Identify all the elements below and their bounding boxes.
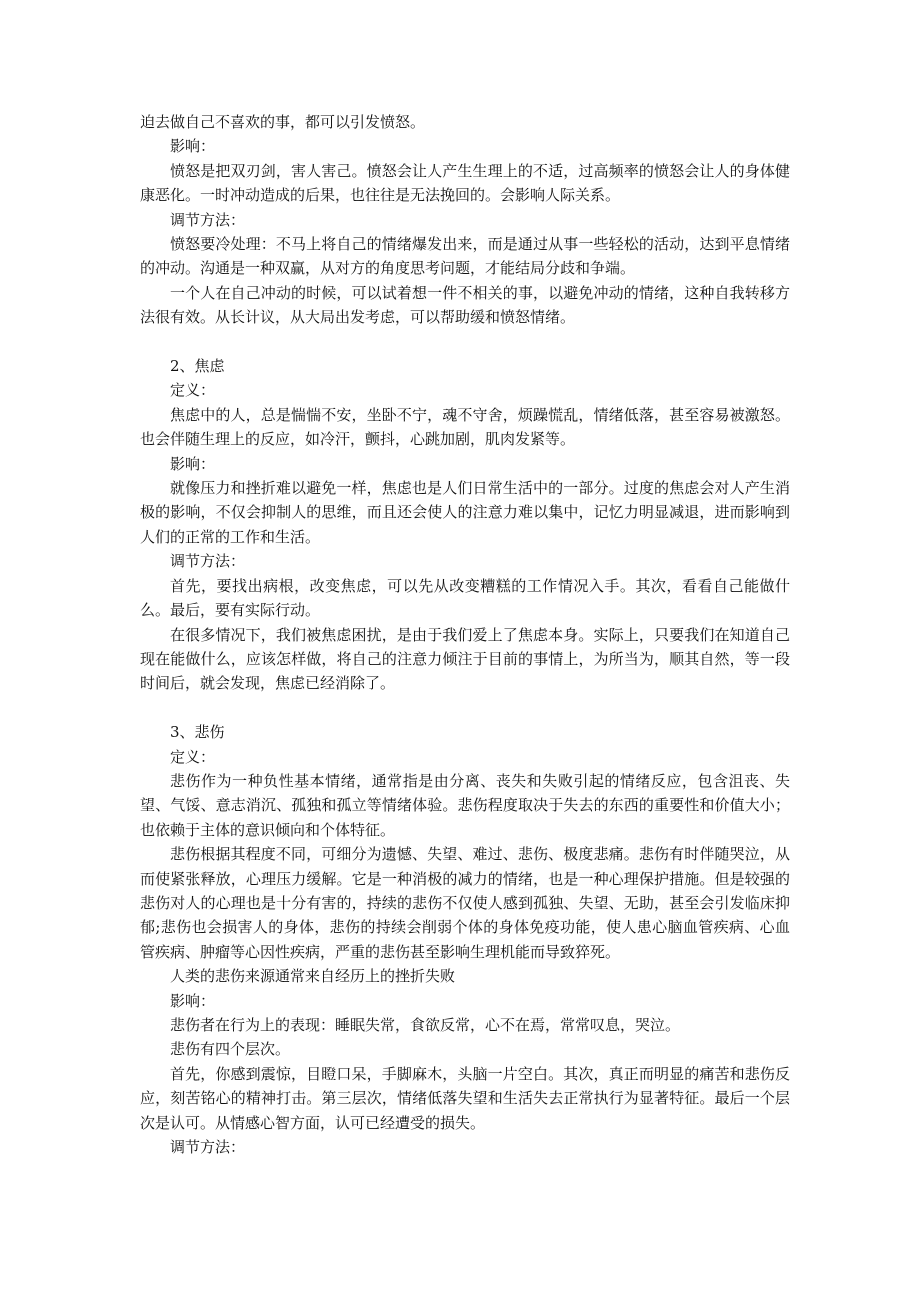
anger-method-paragraph-2: 一个人在自己冲动的时候，可以试着想一件不相关的事，以避免冲动的情绪，这种自我转移方法很有效。从长计议，从大局出发考虑，可以帮助缓和愤怒情绪。 <box>140 283 790 327</box>
anger-effect-label: 影响： <box>170 137 216 156</box>
anger-method-paragraph-1: 愤怒要冷处理：不马上将自己的情绪爆发出来，而是通过从事一些轻松的活动，达到平息情绪的冲动。沟通是一种双赢，从对方的角度思考问题，才能结局分歧和争端。 <box>140 235 790 278</box>
sorrow-heading: 3、悲伤 <box>170 723 225 742</box>
sorrow-method-label: 调节方法： <box>170 1138 246 1157</box>
anxiety-method-label: 调节方法： <box>170 552 246 571</box>
sorrow-definition-paragraph-1: 悲伤作为一种负性基本情绪，通常指是由分离、丧失和失败引起的情绪反应，包含沮丧、失望、气馁、意志消沉、孤独和孤立等情绪体验。悲伤程度取决于失去的东西的重要性和价值大小；也依赖于主体的意识倾向和个体特征。 <box>140 771 790 839</box>
sorrow-definition-paragraph-2: 悲伤根据其程度不同，可细分为遗憾、失望、难过、悲伤、极度悲痛。悲伤有时伴随哭泣，从而使紧张释放，心理压力缓解。它是一种消极的减力的情绪，也是一种心理保护措施。但是较强的悲伤对人的心理也是十分有害的，持续的悲伤不仅使人感到孤独、失望、无助，甚至会引发临床抑郁;悲伤也会损害人的身体，悲伤的持续会削弱个体的身体免疫功能，使人患心脑血管疾病、心血管疾病、肿瘤等心因性疾病，严重的悲伤甚至影响生理机能而导致猝死。 <box>140 845 790 961</box>
anger-text-continuation: 迫去做自己不喜欢的事，都可以引发愤怒。 <box>140 113 426 131</box>
anxiety-method-paragraph-1: 首先，要找出病根，改变焦虑，可以先从改变糟糕的工作情况入手。其次，看看自己能做什么。最后，要有实际行动。 <box>140 576 790 620</box>
sorrow-effect-paragraph-2: 悲伤有四个层次。 <box>170 1040 291 1059</box>
anxiety-heading: 2、焦虑 <box>170 357 225 376</box>
document-page <box>140 110 790 1159</box>
section-spacer <box>140 330 790 354</box>
sorrow-effect-paragraph-3: 首先，你感到震惊，目瞪口呆，手脚麻木，头脑一片空白。其次，真正而明显的痛苦和悲伤反应，刻苦铭心的精神打击。第三层次，情绪低落失望和生活失去正常执行为显著特征。最后一个层次是认可。从情感心智方面，认可已经遭受的损失。 <box>140 1064 790 1132</box>
sorrow-definition-label: 定义： <box>170 747 216 766</box>
anxiety-effect-paragraph: 就像压力和挫折难以避免一样，焦虑也是人们日常生活中的一部分。过度的焦虑会对人产生消极的影响，不仅会抑制人的思维，而且还会使人的注意力难以集中，记忆力明显减退，进而影响到人们的正常的工作和生活。 <box>140 479 790 546</box>
anger-effect-paragraph: 愤怒是把双刃剑，害人害己。愤怒会让人产生生理上的不适，过高频率的愤怒会让人的身体健康恶化。一时冲动造成的后果，也往往是无法挽回的。会影响人际关系。 <box>140 161 790 205</box>
anxiety-effect-label: 影响： <box>170 454 216 473</box>
anxiety-definition-paragraph: 焦虑中的人，总是惴惴不安，坐卧不宁，魂不守舍，烦躁慌乱，情绪低落，甚至容易被激怒。也会伴随生理上的反应，如冷汗，颤抖，心跳加剧，肌肉发紧等。 <box>140 405 790 449</box>
section-spacer <box>140 696 790 720</box>
anxiety-method-paragraph-2: 在很多情况下，我们被焦虑困扰，是由于我们爱上了焦虑本身。实际上，只要我们在知道自己现在能做什么，应该怎样做，将自己的注意力倾注于目前的事情上，为所当为，顺其自然，等一段时间后，就会发现，焦虑已经消除了。 <box>140 625 790 693</box>
anxiety-definition-label: 定义： <box>170 381 216 400</box>
sorrow-definition-paragraph-3: 人类的悲伤来源通常来自经历上的挫折失败 <box>170 967 456 986</box>
anger-method-label: 调节方法： <box>170 210 246 229</box>
sorrow-effect-label: 影响： <box>170 991 216 1010</box>
sorrow-effect-paragraph-1: 悲伤者在行为上的表现：睡眠失常，食欲反常，心不在焉，常常叹息，哭泣。 <box>170 1016 681 1034</box>
